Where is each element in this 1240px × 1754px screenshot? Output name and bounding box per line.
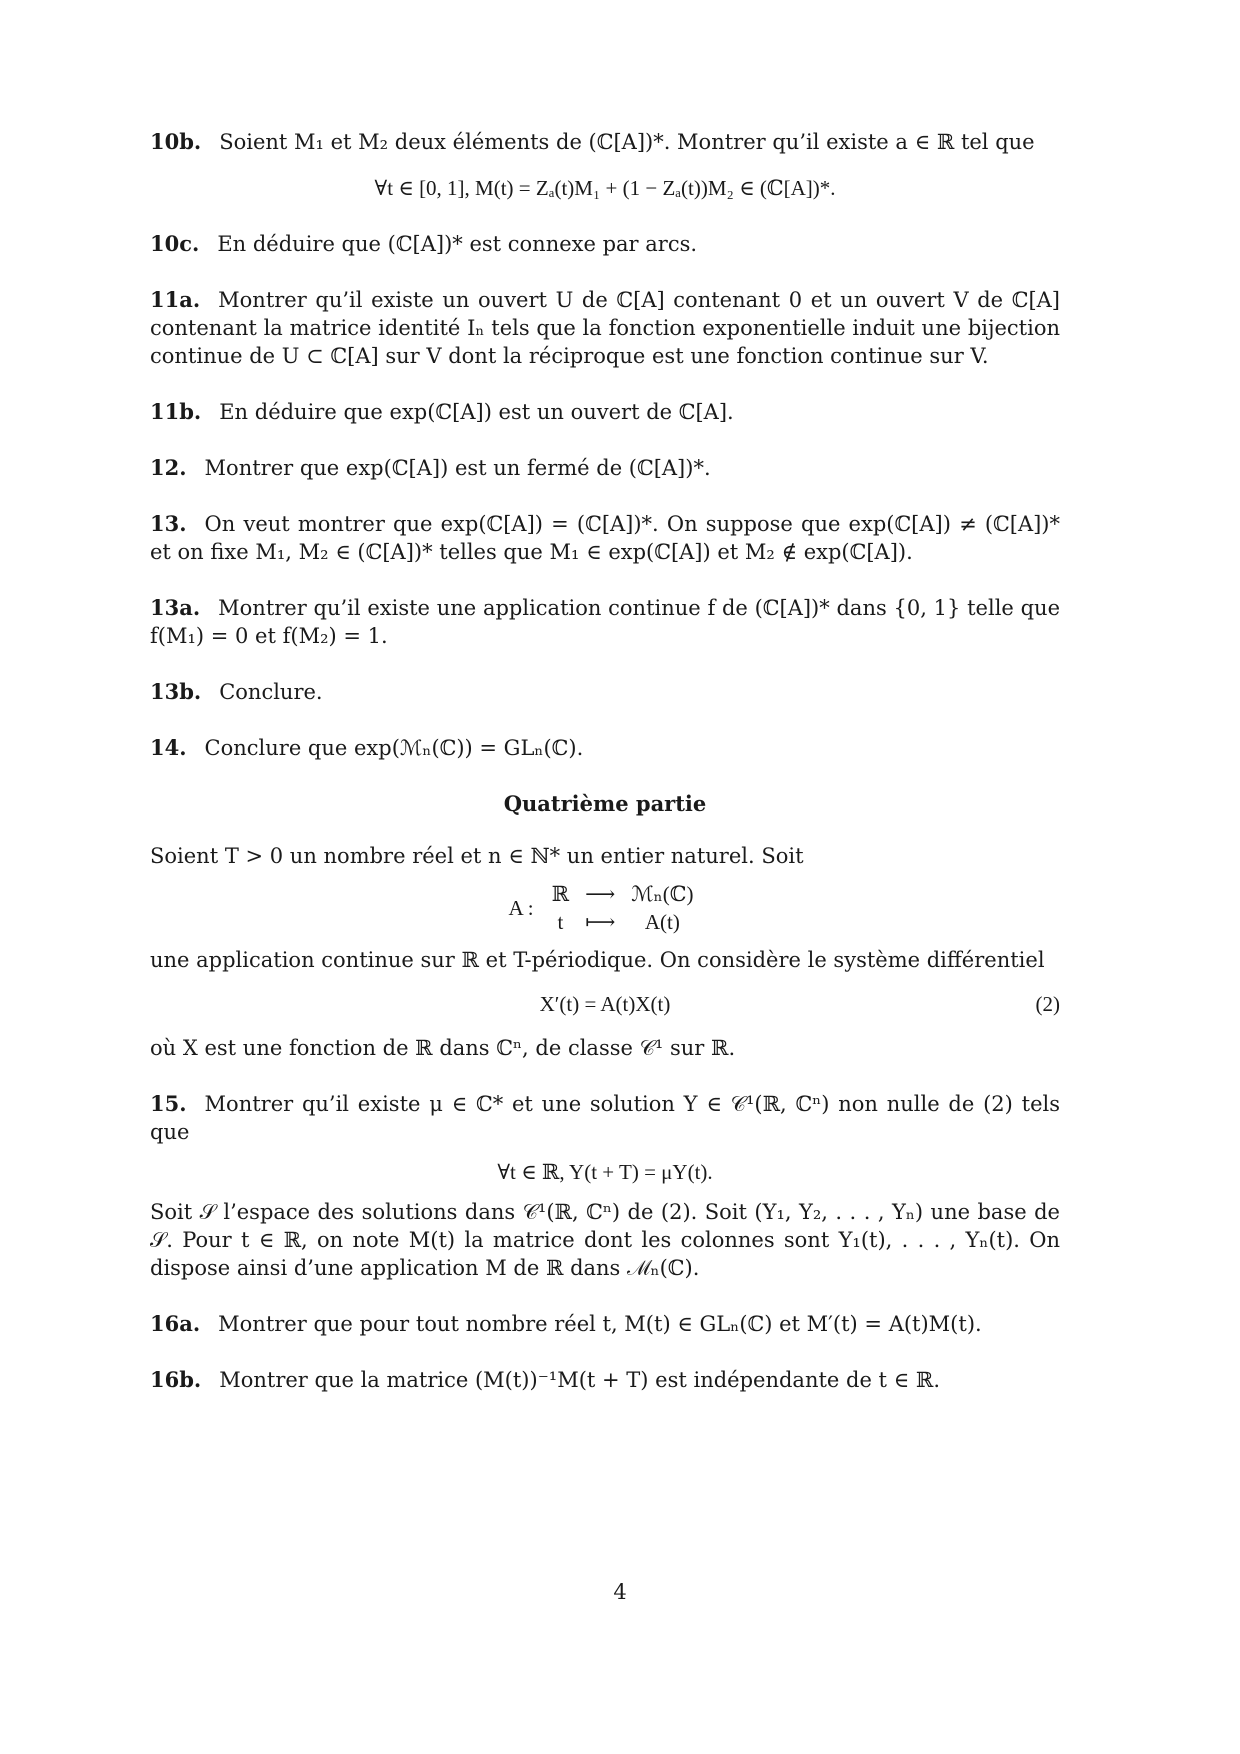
question-text: Montrer qu’il existe μ ∈ ℂ* et une solution Y ∈ 𝒞¹(ℝ, ℂⁿ) non nulle de (2) tels que bbox=[150, 1092, 1060, 1144]
question-number: 11a. bbox=[150, 287, 201, 312]
question-11b bbox=[150, 398, 1060, 426]
question-number: 12. bbox=[150, 455, 187, 480]
question-text: Soient M₁ et M₂ deux éléments de (ℂ[A])*. Montrer qu’il existe a ∈ ℝ tel que bbox=[219, 130, 1035, 154]
mapping-definition bbox=[150, 880, 1060, 936]
mapping-table bbox=[544, 880, 702, 936]
question-13a bbox=[150, 594, 1060, 650]
question-11a bbox=[150, 286, 1060, 370]
question-text: Montrer que exp(ℂ[A]) est un fermé de (ℂ[A])*. bbox=[204, 456, 711, 480]
question-10b bbox=[150, 128, 1060, 202]
question-number: 11b. bbox=[150, 399, 202, 424]
question-text: En déduire que (ℂ[A])* est connexe par arcs. bbox=[217, 232, 698, 256]
question-number: 13a. bbox=[150, 595, 201, 620]
question-text: Montrer que la matrice (M(t))⁻¹M(t + T) est indépendante de t ∈ ℝ. bbox=[219, 1368, 941, 1392]
question-number: 16a. bbox=[150, 1311, 201, 1336]
question-text: Conclure que exp(ℳₙ(ℂ)) = GLₙ(ℂ). bbox=[204, 736, 584, 760]
differential-equation: X′(t) = A(t)X(t) bbox=[539, 992, 671, 1016]
question-text: On veut montrer que exp(ℂ[A]) = (ℂ[A])*. On suppose que exp(ℂ[A]) ≠ (ℂ[A])* et on fixe M₁, M₂ ∈ (ℂ[A])* telles que M₁ ∈ exp(ℂ[A]) et M₂ ∉ exp(ℂ[A]). bbox=[150, 512, 1060, 564]
question-16b bbox=[150, 1366, 1060, 1394]
question-text: Conclure. bbox=[219, 680, 323, 704]
question-13b bbox=[150, 678, 1060, 706]
mapping-domain: ℝ bbox=[551, 882, 570, 906]
question-13 bbox=[150, 510, 1060, 566]
question-text: Montrer qu’il existe un ouvert U de ℂ[A] contenant 0 et un ouvert V de ℂ[A] contenant la matrice identité Iₙ tels que la fonction exponentielle induit une bijection continue de U ⊂ ℂ[A] sur V dont la réciproque est une fonction continue sur V. bbox=[150, 288, 1060, 368]
mapping-name: A : bbox=[508, 896, 534, 920]
mapping-image: A(t) bbox=[644, 910, 680, 934]
question-number: 13b. bbox=[150, 679, 202, 704]
equation-number: (2) bbox=[1035, 992, 1060, 1016]
question-number: 10b. bbox=[150, 129, 202, 154]
section-title: Quatrième partie bbox=[503, 791, 707, 816]
question-number: 14. bbox=[150, 735, 187, 760]
equation-row bbox=[150, 990, 1060, 1018]
part4-after-map: une application continue sur ℝ et T-périodique. On considère le système différentiel bbox=[150, 948, 1045, 972]
mapping-arrow: ⟶ bbox=[585, 882, 616, 906]
question-text: En déduire que exp(ℂ[A]) est un ouvert de ℂ[A]. bbox=[219, 400, 734, 424]
page-content bbox=[150, 128, 1060, 1422]
mapping-variable: t bbox=[557, 910, 564, 934]
display-equation: ∀t ∈ [0, 1], M(t) = Zₐ(t)M₁ + (1 − Zₐ(t))M₂ ∈ (ℂ[A])*. bbox=[374, 176, 836, 200]
part4-intro: Soient T > 0 un nombre réel et n ∈ ℕ* un entier naturel. Soit bbox=[150, 844, 804, 868]
question-10c bbox=[150, 230, 1060, 258]
question-number: 16b. bbox=[150, 1367, 202, 1392]
page-number: 4 bbox=[613, 1580, 627, 1604]
question-text: Montrer qu’il existe une application continue f de (ℂ[A])* dans {0, 1} telle que f(M₁) = 0 et f(M₂) = 1. bbox=[150, 596, 1060, 648]
question-number: 10c. bbox=[150, 231, 200, 256]
question-15 bbox=[150, 1090, 1060, 1186]
question-12 bbox=[150, 454, 1060, 482]
paragraph-solution-space: Soit 𝒮 l’espace des solutions dans 𝒞¹(ℝ, ℂⁿ) de (2). Soit (Y₁, Y₂, . . . , Yₙ) une base de 𝒮. Pour t ∈ ℝ, on note M(t) la matrice dont les colonnes sont Y₁(t), . . . , Yₙ(t). On dispose ainsi d’une application M de ℝ dans ℳₙ(ℂ). bbox=[150, 1200, 1060, 1280]
mapping-mapsto: ⟼ bbox=[585, 910, 616, 934]
mapping-codomain: ℳₙ(ℂ) bbox=[631, 882, 694, 906]
display-equation: ∀t ∈ ℝ, Y(t + T) = μY(t). bbox=[497, 1160, 713, 1184]
question-number: 15. bbox=[150, 1091, 187, 1116]
question-14 bbox=[150, 734, 1060, 762]
question-16a bbox=[150, 1310, 1060, 1338]
part4-after-equation: où X est une fonction de ℝ dans ℂⁿ, de classe 𝒞¹ sur ℝ. bbox=[150, 1036, 736, 1060]
question-number: 13. bbox=[150, 511, 187, 536]
question-text: Montrer que pour tout nombre réel t, M(t) ∈ GLₙ(ℂ) et M′(t) = A(t)M(t). bbox=[218, 1312, 982, 1336]
